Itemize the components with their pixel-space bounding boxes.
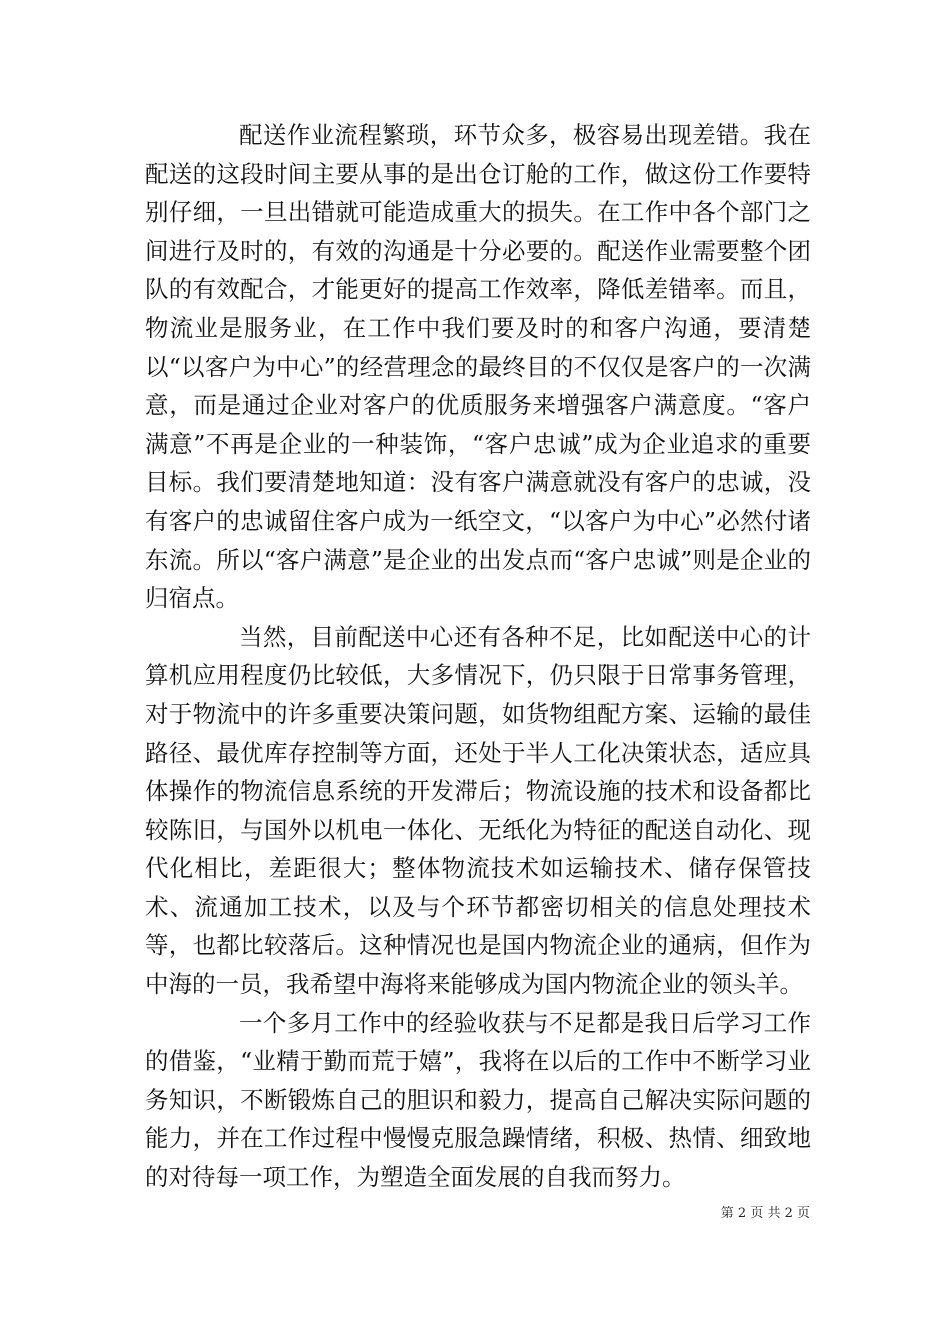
- page-number-footer: 第 2 页 共 2 页: [720, 1206, 810, 1221]
- paragraph-conclusion: 一个多月工作中的经验收获与不足都是我日后学习工作的借鉴，“业精于勤而荒于嬉”，我将在以后的工作中不断学习业务知识，不断锻炼自己的胆识和毅力，提高自己解决实际问题的能力，并在工作过程中慢慢克服急躁情绪，积极、热情、细致地的对待每一项工作，为塑造全面发展的自我而努力。: [145, 1008, 811, 1192]
- paragraph-shortcomings: 当然，目前配送中心还有各种不足，比如配送中心的计算机应用程度仍比较低，大多情况下，仍只限于日常事务管理，对于物流中的许多重要决策问题，如货物组配方案、运输的最佳路径、最优库存控制等方面，还处于半人工化决策状态，适应具体操作的物流信息系统的开发滞后；物流设施的技术和设备都比较陈旧，与国外以机电一体化、无纸化为特征的配送自动化、现代化相比，差距很大；整体物流技术如运输技术、储存保管技术、流通加工技术，以及与个环节都密切相关的信息处理技术等，也都比较落后。这种情况也是国内物流企业的通病，但作为中海的一员，我希望中海将来能够成为国内物流企业的领头羊。: [145, 622, 811, 999]
- paragraph-delivery-workflow: 配送作业流程繁琐，环节众多，极容易出现差错。我在配送的这段时间主要从事的是出仓订舱的工作，做这份工作要特别仔细，一旦出错就可能造成重大的损失。在工作中各个部门之间进行及时的，有效的沟通是十分必要的。配送作业需要整个团队的有效配合，才能更好的提高工作效率，降低差错率。而且，物流业是服务业，在工作中我们要及时的和客户沟通，要清楚以“以客户为中心”的经营理念的最终目的不仅仅是客户的一次满意，而是通过企业对客户的优质服务来增强客户满意度。“客户满意”不再是企业的一种装饰，“客户忠诚”成为企业追求的重要目标。我们要清楚地知道：没有客户满意就没有客户的忠诚，没有客户的忠诚留住客户成为一纸空文，“以客户为中心”必然付诸东流。所以“客户满意”是企业的出发点而“客户忠诚”则是企业的归宿点。: [145, 121, 811, 613]
- document-body: [145, 116, 811, 1197]
